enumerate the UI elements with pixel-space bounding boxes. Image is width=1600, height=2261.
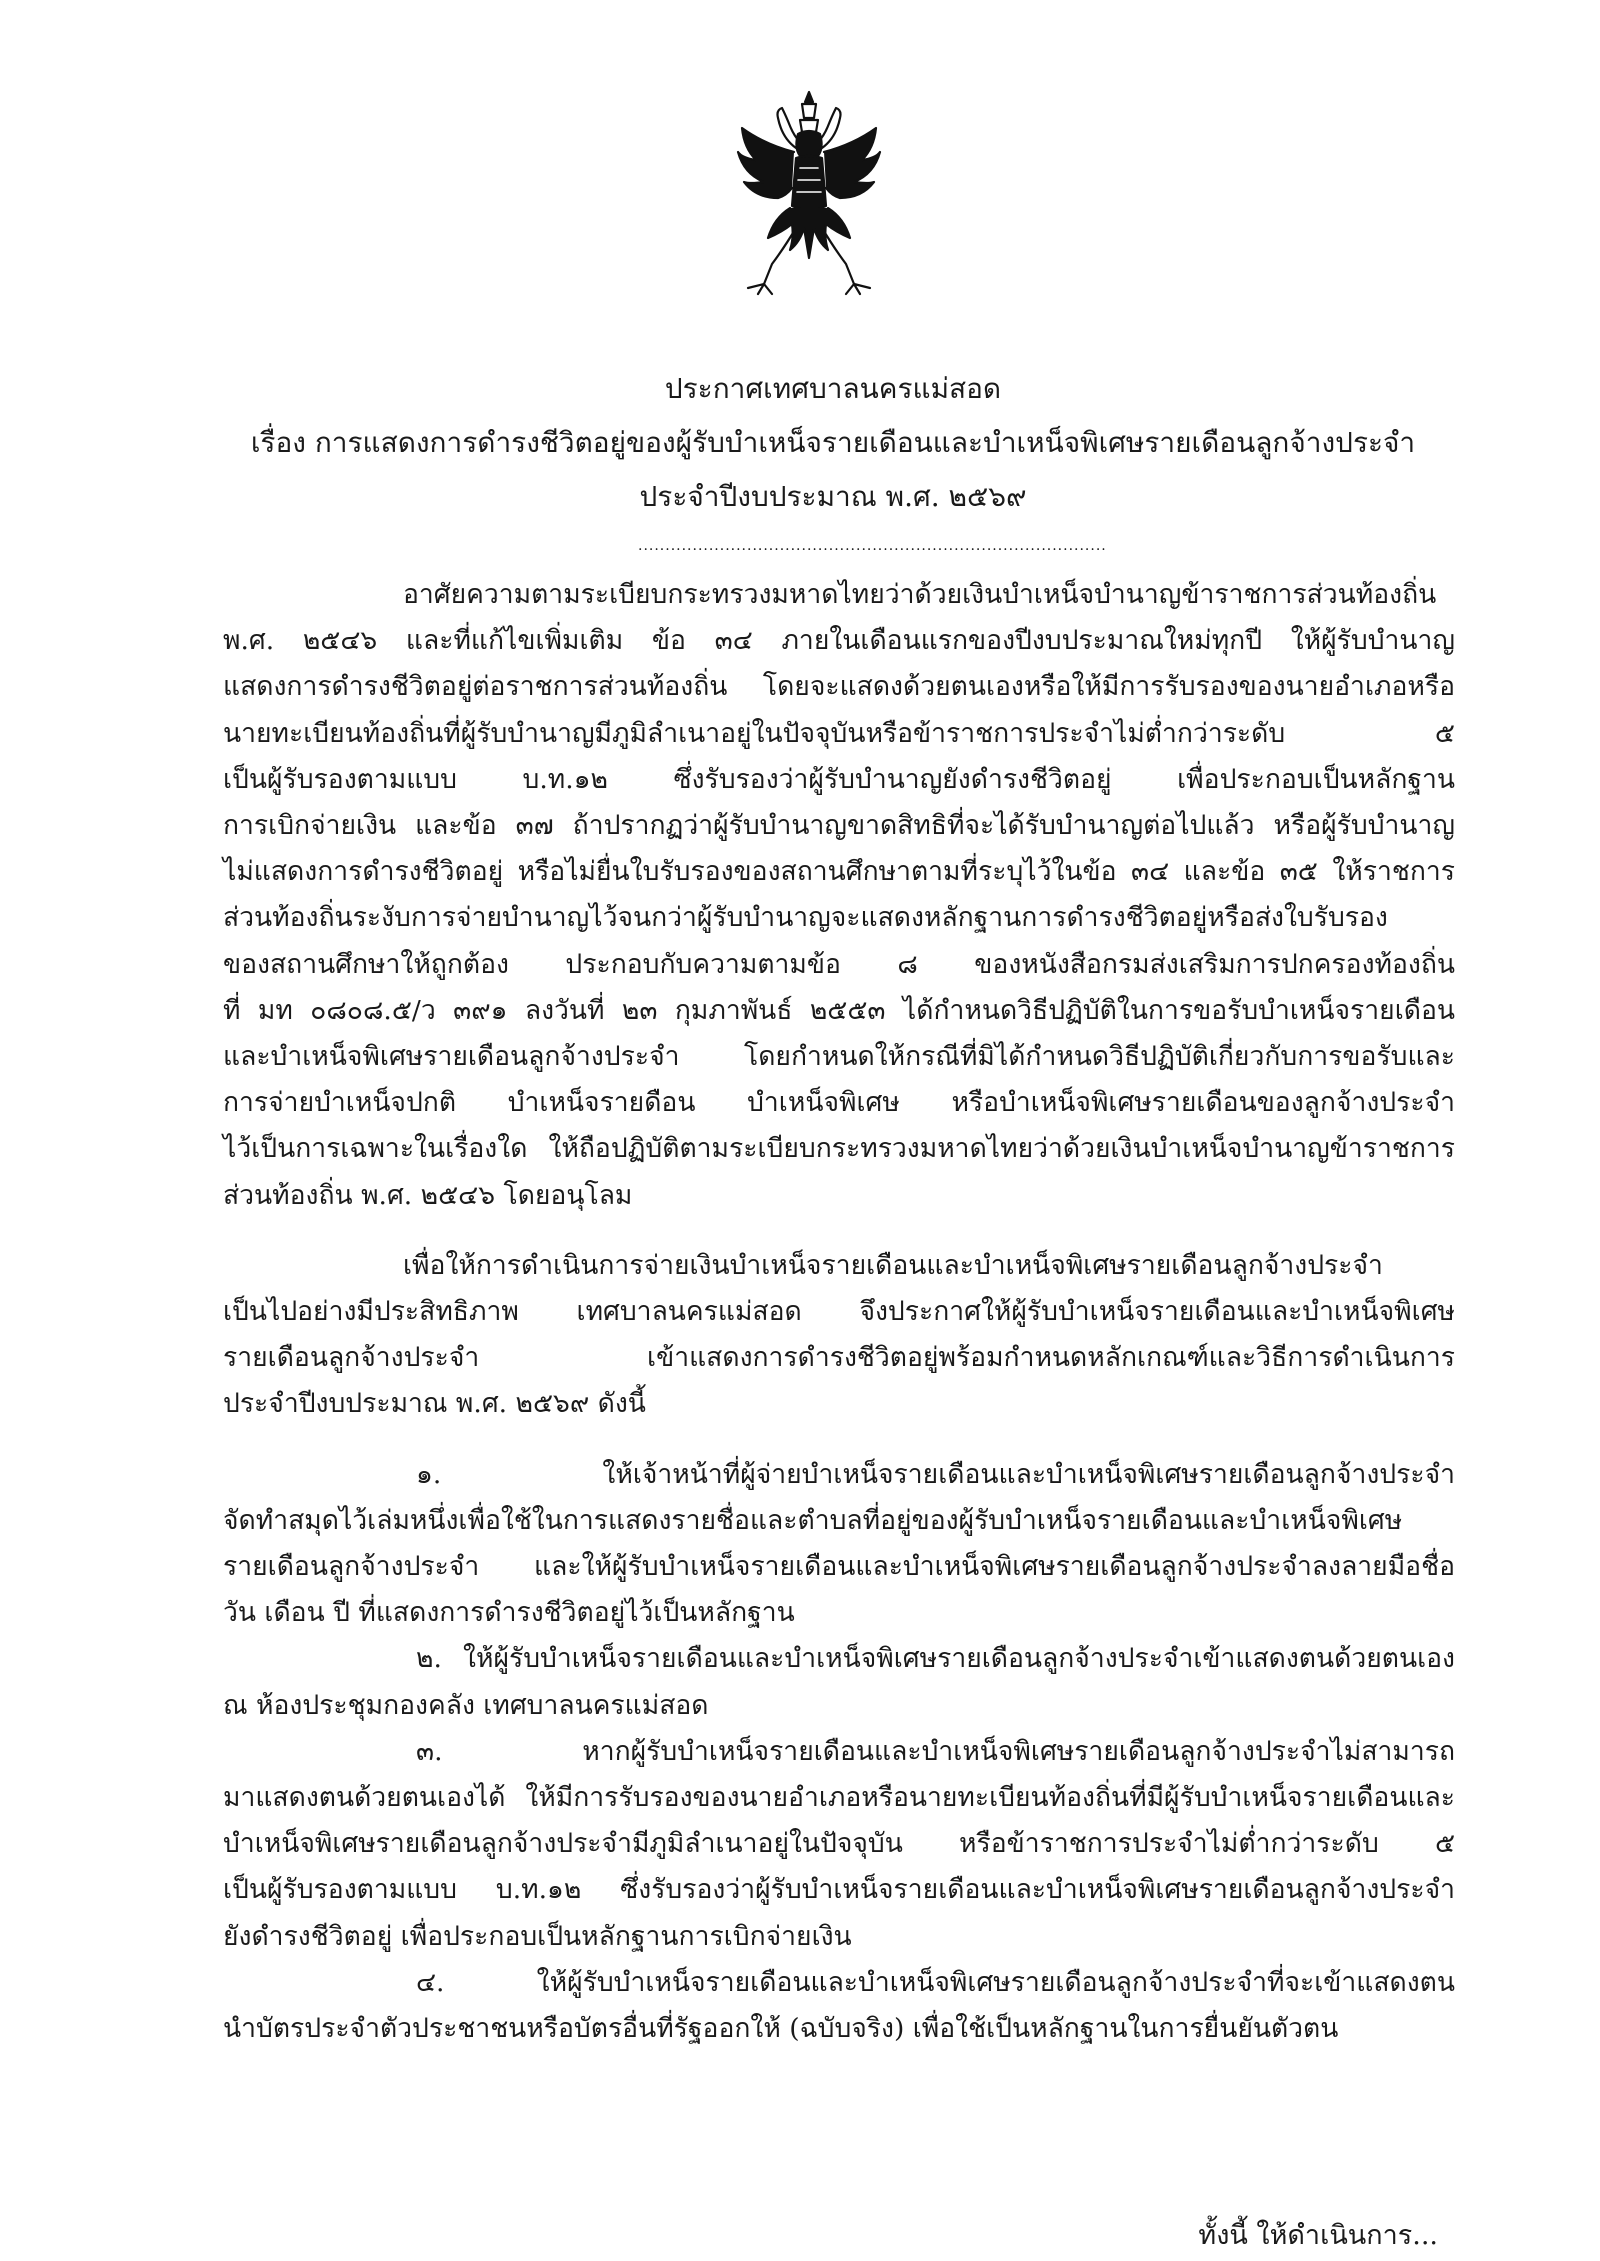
text-line: ณ ห้องประชุมกองคลัง เทศบาลนครแม่สอด — [223, 1689, 709, 1721]
text-line: ส่วนท้องถิ่นระงับการจ่ายบำนาญไว้จนกว่าผู้รับบำนาญจะแสดงหลักฐานการดำรงชีวิตอยู่หรือส่งใบรับรอง — [223, 902, 1388, 934]
text-line: เป็นไปอย่างมีประสิทธิภาพ เทศบาลนครแม่สอด จึงประกาศให้ผู้รับบำเหน็จรายเดือนและบำเหน็จพิเศษ — [223, 1296, 1455, 1328]
text-line: มาแสดงตนด้วยตนเองได้ ให้มีการรับรองของนายอำเภอหรือนายทะเบียนท้องถิ่นที่มีผู้รับบำเหน็จรายเดือนและ — [223, 1782, 1455, 1814]
text-line: การจ่ายบำเหน็จปกติ บำเหน็จรายดือน บำเหน็จพิเศษ หรือบำเหน็จพิเศษรายเดือนของลูกจ้างประจำ — [223, 1087, 1455, 1119]
text-line: เป็นผู้รับรองตามแบบ บ.ท.๑๒ ซึ่งรับรองว่าผู้รับบำนาญยังดำรงชีวิตอยู่ เพื่อประกอบเป็นหลักฐาน — [223, 763, 1455, 795]
text-line: ๔. ให้ผู้รับบำเหน็จรายเดือนและบำเหน็จพิเศษรายเดือนลูกจ้างประจำที่จะเข้าแสดงตน — [416, 1966, 1455, 1998]
text-line: การเบิกจ่ายเงิน และข้อ ๓๗ ถ้าปรากฏว่าผู้รับบำนาญขาดสิทธิที่จะได้รับบำนาญต่อไปแล้ว หรือผู้รับบำนาญ — [223, 810, 1455, 842]
clause-1 — [223, 1452, 1455, 1637]
clause-2 — [223, 1636, 1455, 1728]
text-line: ประจำปีงบประมาณ พ.ศ. ๒๕๖๙ ดังนี้ — [223, 1388, 646, 1420]
text-line: ของสถานศึกษาให้ถูกต้อง ประกอบกับความตามข้อ ๘ ของหนังสือกรมส่งเสริมการปกครองท้องถิ่น — [223, 948, 1455, 980]
text-line: อาศัยความตามระเบียบกระทรวงมหาดไทยว่าด้วยเงินบำเหน็จบำนาญข้าราชการส่วนท้องถิ่น — [403, 579, 1437, 610]
text-line: นำบัตรประจำตัวประชาชนหรือบัตรอื่นที่รัฐออกให้ (ฉบับจริง) เพื่อใช้เป็นหลักฐานในการยื่นยันตัวตน — [223, 2013, 1339, 2045]
text-line: พ.ศ. ๒๕๔๖ และที่แก้ไขเพิ่มเติม ข้อ ๓๔ ภายในเดือนแรกของปีงบประมาณใหม่ทุกปี ให้ผู้รับบำนาญ — [223, 625, 1455, 657]
announcement-title — [0, 362, 1600, 524]
text-line: ไว้เป็นการเฉพาะในเรื่องใด ให้ถือปฏิบัติตามระเบียบกระทรวงมหาดไทยว่าด้วยเงินบำเหน็จบำนาญข้าราชการ — [223, 1133, 1455, 1165]
text-line: ไม่แสดงการดำรงชีวิตอยู่ หรือไม่ยื่นใบรับรองของสถานศึกษาตามที่ระบุไว้ในข้อ ๓๔ และข้อ ๓๕ ให้ราชการ — [223, 856, 1455, 888]
subject-heading: เรื่อง การแสดงการดำรงชีวิตอยู่ของผู้รับบำเหน็จรายเดือนและบำเหน็จพิเศษรายเดือนลูกจ้างประจำ — [250, 426, 1416, 459]
paragraph-purpose — [223, 1243, 1455, 1428]
text-line: รายเดือนลูกจ้างประจำ เข้าแสดงการดำรงชีวิตอยู่พร้อมกำหนดหลักเกณฑ์และวิธีการดำเนินการ — [223, 1342, 1455, 1374]
text-line: ส่วนท้องถิ่น พ.ศ. ๒๕๔๖ โดยอนุโลม — [223, 1179, 633, 1211]
announcement-body — [223, 572, 1455, 2052]
continuation-note: ทั้งนี้ ให้ดำเนินการ... — [1198, 2220, 1438, 2251]
text-line: นายทะเบียนท้องถิ่นที่ผู้รับบำนาญมีภูมิลำเนาอยู่ในปัจจุบันหรือข้าราชการประจำไม่ต่ำกว่าระดับ ๕ — [223, 717, 1455, 749]
text-line: จัดทำสมุดไว้เล่มหนึ่งเพื่อใช้ในการแสดงรายชื่อและตำบลที่อยู่ของผู้รับบำเหน็จรายเดือนและบำเหน็จพิเศษ — [223, 1504, 1403, 1536]
paragraph-legal-basis — [223, 572, 1455, 1219]
dotted-separator: ...................................................................................... — [638, 538, 1107, 554]
garuda-emblem-icon — [734, 88, 884, 298]
clause-4 — [223, 1960, 1455, 2052]
text-line: เพื่อให้การดำเนินการจ่ายเงินบำเหน็จรายเดือนและบำเหน็จพิเศษรายเดือนลูกจ้างประจำ — [403, 1249, 1383, 1281]
text-line: ยังดำรงชีวิตอยู่ เพื่อประกอบเป็นหลักฐานการเบิกจ่ายเงิน — [223, 1920, 852, 1952]
text-line: ๑. ให้เจ้าหน้าที่ผู้จ่ายบำเหน็จรายเดือนและบำเหน็จพิเศษรายเดือนลูกจ้างประจำ — [416, 1458, 1455, 1490]
text-line: วัน เดือน ปี ที่แสดงการดำรงชีวิตอยู่ไว้เป็นหลักฐาน — [223, 1597, 795, 1629]
fiscal-year-heading: ประจำปีงบประมาณ พ.ศ. ๒๕๖๙ — [639, 480, 1027, 513]
text-line: เป็นผู้รับรองตามแบบ บ.ท.๑๒ ซึ่งรับรองว่าผู้รับบำเหน็จรายเดือนและบำเหน็จพิเศษรายเดือนลูกจ้างประจำ — [223, 1874, 1455, 1906]
issuer-heading: ประกาศเทศบาลนครแม่สอด — [664, 372, 1002, 405]
text-line: และบำเหน็จพิเศษรายเดือนลูกจ้างประจำ โดยกำหนดให้กรณีที่มิได้กำหนดวิธีปฏิบัติเกี่ยวกับการขอรับและ — [223, 1041, 1455, 1073]
text-line: ๒. ให้ผู้รับบำเหน็จรายเดือนและบำเหน็จพิเศษรายเดือนลูกจ้างประจำเข้าแสดงตนด้วยตนเอง — [416, 1643, 1455, 1675]
text-line: ที่ มท ๐๘๐๘.๕/ว ๓๙๑ ลงวันที่ ๒๓ กุมภาพันธ์ ๒๕๕๓ ได้กำหนดวิธีปฏิบัติในการขอรับบำเหน็จรายเดือน — [223, 994, 1455, 1026]
clause-3 — [223, 1729, 1455, 1960]
text-line: แสดงการดำรงชีวิตอยู่ต่อราชการส่วนท้องถิ่น โดยจะแสดงด้วยตนเองหรือให้มีการรับรองของนายอำเภอหรือ — [223, 671, 1455, 703]
text-line: ๓. หากผู้รับบำเหน็จรายเดือนและบำเหน็จพิเศษรายเดือนลูกจ้างประจำไม่สามารถ — [416, 1735, 1455, 1767]
text-line: บำเหน็จพิเศษรายเดือนลูกจ้างประจำมีภูมิลำเนาอยู่ในปัจจุบัน หรือข้าราชการประจำไม่ต่ำกว่าระดับ ๕ — [223, 1828, 1455, 1860]
text-line: รายเดือนลูกจ้างประจำ และให้ผู้รับบำเหน็จรายเดือนและบำเหน็จพิเศษรายเดือนลูกจ้างประจำลงลายมือชื่อ — [223, 1551, 1455, 1583]
